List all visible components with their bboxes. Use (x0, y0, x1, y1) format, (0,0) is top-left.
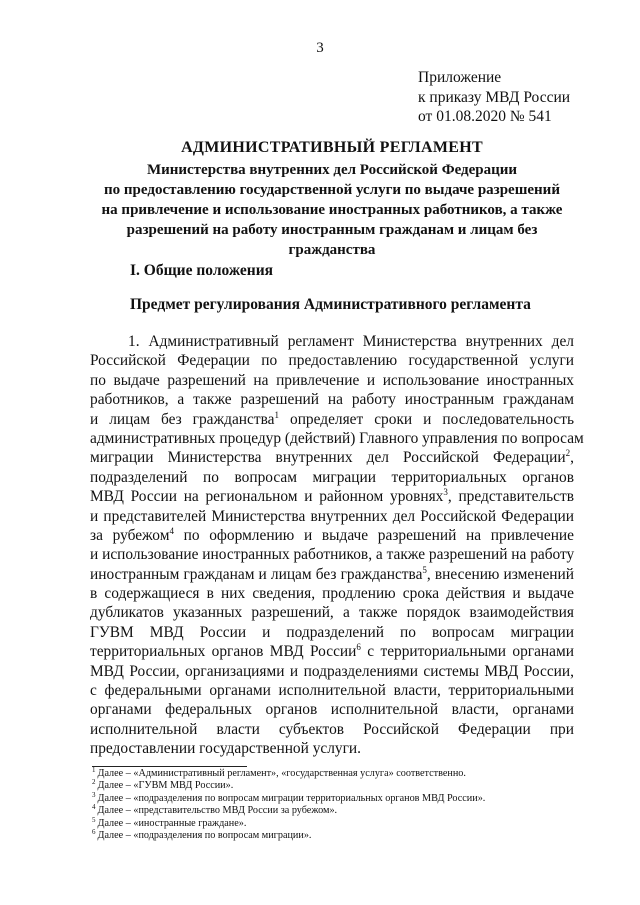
footnote-item (92, 780, 572, 792)
title-subtitle-line: на привлечение и использование иностранных работников, а также (101, 202, 563, 218)
appendix-date-number: от 01.08.2020 № 541 (418, 108, 552, 125)
line-text: определяет сроки и последовательность (279, 410, 575, 428)
line-text: МВД России на региональном и районном уровнях (90, 488, 444, 506)
footnote-text: Далее – «Административный регламент», «государственная услуга» соответственно. (97, 768, 466, 779)
line-text: территориальных органов МВД России (90, 643, 357, 661)
footnote-number: 4 (92, 803, 96, 812)
paragraph-line: в содержащиеся в них сведения, продлению срока действия и выдаче (90, 585, 574, 603)
title-subtitle-line: разрешений на работу иностранным гражданам и лицам без (126, 222, 538, 238)
line-text: по оформлению и выдаче разрешений на привлечение (173, 526, 575, 544)
paragraph-line (90, 642, 574, 661)
footnote-ref: 3 (443, 487, 448, 498)
paragraph-line: 1. Административный регламент Министерства внутренних дел (128, 333, 574, 350)
footnote-item (92, 768, 572, 780)
title-subtitle-line: гражданства (288, 242, 376, 258)
paragraph-line (90, 410, 574, 429)
line-text: , (570, 449, 574, 467)
footnote-number: 1 (92, 766, 96, 774)
line-text: иностранным гражданам и лицам без гражданства (90, 565, 423, 583)
line-text: миграции Министерства внутренних дел Российской Федерации (90, 449, 566, 467)
appendix-label: Приложение (418, 69, 502, 86)
section-heading: I. Общие положения (130, 262, 274, 279)
paragraph-line (90, 526, 574, 545)
paragraph-line: и использование иностранных работников, а также разрешений на работу (90, 546, 575, 564)
paragraph-line: органами федеральных органов исполнительной власти, органами (90, 701, 574, 719)
line-text: с территориальными органами (360, 643, 574, 661)
paragraph-line: работников, а также разрешений на работу иностранным гражданам (90, 391, 574, 409)
footnote-ref: 5 (422, 564, 427, 575)
footnote-text: Далее – «иностранные граждане». (97, 817, 247, 829)
paragraph-line: с федеральными органами исполнительной власти, территориальными (90, 682, 574, 700)
paragraph-1 (90, 332, 584, 759)
paragraph-line: по выдаче разрешений на привлечение и использование иностранных (90, 371, 574, 389)
title-main: АДМИНИСТРАТИВНЫЙ РЕГЛАМЕНТ (181, 139, 483, 156)
footnote-item (92, 830, 572, 842)
footnote-text: Далее – «представительство МВД России за рубежом». (97, 805, 338, 817)
paragraph-line: и представителей Министерства внутренних дел Российской Федерации (90, 507, 574, 525)
paragraph-line: предоставлении государственной услуги. (90, 740, 362, 758)
appendix-block (418, 68, 570, 127)
line-text: за рубежом (90, 526, 170, 544)
paragraph-line: дубликатов указанных разрешений, а также порядок взаимодействия (90, 604, 574, 622)
paragraph-line (90, 448, 574, 467)
footnote-number: 2 (92, 778, 96, 787)
title-subtitle (90, 160, 574, 260)
line-text: , внесению изменений (426, 565, 574, 583)
footnote-ref: 1 (274, 409, 279, 420)
subject-heading: Предмет регулирования Административного регламента (130, 296, 531, 313)
footnote-text: Далее – «подразделения по вопросам миграции территориальных органов МВД России». (97, 792, 486, 804)
footnote-ref: 6 (356, 642, 361, 653)
paragraph-line (90, 487, 574, 506)
paragraph-line (90, 565, 574, 584)
paragraph-line: подразделений по вопросам миграции территориальных органов (90, 468, 574, 486)
paragraph-line: ГУВМ МВД России и подразделений по вопросам миграции (90, 623, 574, 641)
line-text: и лицам без гражданства (90, 410, 275, 428)
paragraph-line: Российской Федерации по предоставлению государственной услуги (90, 352, 574, 370)
footnote-number: 3 (92, 790, 96, 799)
footnote-ref: 4 (169, 525, 174, 536)
footnote-number: 6 (92, 828, 96, 837)
paragraph-line: исполнительной власти субъектов Российской Федерации при (90, 720, 574, 738)
paragraph-line: МВД России, организациями и подразделениями системы МВД России, (90, 662, 574, 680)
footnote-ref: 2 (565, 448, 571, 459)
title-subtitle-line: по предоставлению государственной услуги по выдаче разрешений (104, 182, 560, 198)
document-title (90, 138, 574, 260)
title-subtitle-line: Министерства внутренних дел Российской Федерации (146, 162, 518, 178)
page-number: 3 (316, 40, 324, 56)
footnotes (92, 768, 572, 842)
footnote-item (92, 805, 572, 817)
footnote-text: Далее – «ГУВМ МВД России». (97, 780, 234, 792)
footnote-separator (92, 766, 247, 767)
appendix-order: к приказу МВД России (418, 88, 571, 106)
line-text: , представительств (447, 488, 574, 506)
footnote-text: Далее – «подразделения по вопросам миграции». (97, 830, 312, 842)
footnote-number: 5 (92, 815, 96, 824)
footnote-item (92, 790, 572, 805)
paragraph-line: административных процедур (действий) Главного управления по вопросам (90, 429, 584, 447)
footnote-item (92, 815, 572, 830)
